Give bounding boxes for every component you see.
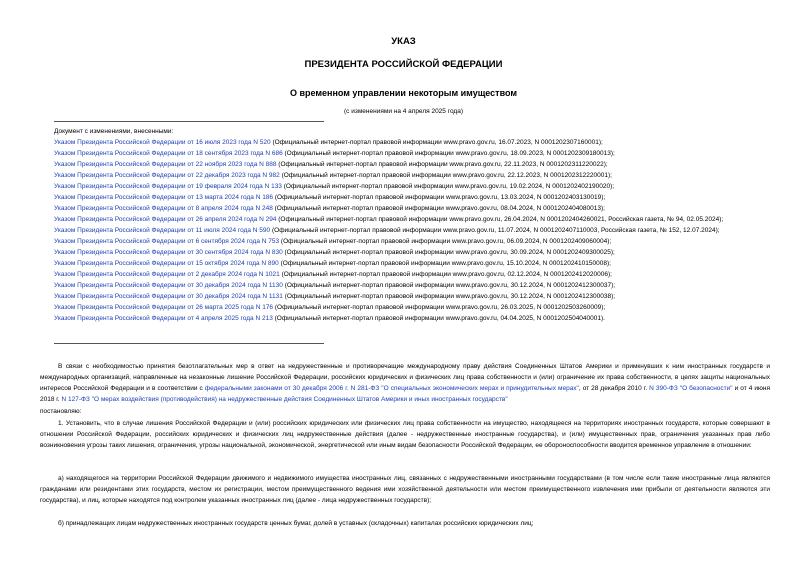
change-source: (Официальный интернет-портал правовой информации www.pravo.gov.ru, 30.12.2024, N 0001202412300037); [282, 282, 616, 289]
divider-top [54, 121, 324, 122]
change-source: (Официальный интернет-портал правовой информации www.pravo.gov.ru, 18.09.2023, N 0001202309180013); [282, 150, 615, 157]
change-item [54, 291, 754, 302]
change-item [54, 170, 754, 181]
change-link[interactable]: Указом Президента Российской Федерации от 22 декабря 2023 года N 982 [54, 172, 280, 179]
change-link[interactable]: Указом Президента Российской Федерации от 13 марта 2024 года N 186 [54, 194, 274, 201]
changes-items [54, 137, 754, 324]
change-link[interactable]: Указом Президента Российской Федерации от 15 октября 2024 года N 890 [54, 260, 279, 267]
paragraph-1a: а) находящегося на территории Российской Федерации движимого и недвижимого имущества иностранных лиц, связанных с недружественными иностранными государствами (в том числе если такие иностранные лица являются гражданами или резидентами этих государств, местом их регистрации, местом преимущественного ведения ими хозяйственной деятельности или местом преимущественного извлечения ими прибыли от деятельности являются эти государства), и лиц, которые находятся под контролем указанных иностранных лиц (далее - лица недружественных государств); [40, 475, 770, 504]
doc-issuer: ПРЕЗИДЕНТА РОССИЙСКОЙ ФЕДЕРАЦИИ [304, 59, 503, 70]
changes-list [54, 126, 754, 324]
change-link[interactable]: Указом Президента Российской Федерации от 26 апреля 2024 года N 294 [54, 216, 277, 223]
change-source: (Официальный интернет-портал правовой информации www.pravo.gov.ru, 08.04.2024, N 0001202404080013); [272, 205, 605, 212]
change-link[interactable]: Указом Президента Российской Федерации от 30 декабря 2024 года N 1130 [54, 282, 283, 289]
change-source: (Официальный интернет-портал правовой информации www.pravo.gov.ru, 30.09.2024, N 0001202409300025); [282, 249, 615, 256]
law-link-390[interactable]: N 390-ФЗ "О безопасности" [649, 385, 733, 392]
change-item [54, 137, 754, 148]
change-source: (Официальный интернет-портал правовой информации www.pravo.gov.ru, 13.03.2024, N 0001202403130019); [273, 194, 606, 201]
change-item [54, 236, 754, 247]
change-link[interactable]: Указом Президента Российской Федерации от 26 марта 2025 года N 176 [54, 304, 274, 311]
changes-intro: Документ с изменениями, внесенными: [54, 128, 174, 135]
change-item [54, 280, 754, 291]
change-source: (Официальный интернет-портал правовой информации www.pravo.gov.ru, 22.12.2023, N 0001202312220001); [279, 172, 612, 179]
change-source: (Официальный интернет-портал правовой информации www.pravo.gov.ru, 30.12.2024, N 0001202412300038); [282, 293, 616, 300]
change-item [54, 247, 754, 258]
law-link-127[interactable]: N 127-ФЗ "О мерах воздействия (противодействия) на недружественные действия Соединенных Штатов Америки и иных иностранных государств" [61, 396, 508, 403]
doc-subject: О временном управлении некоторым имуществом [289, 88, 518, 98]
paragraph-1b: б) принадлежащих лицам недружественных иностранных государств ценных бумаг, долей в уставных (складочных) капиталах российских юридических лиц; [58, 520, 534, 527]
change-link[interactable]: Указом Президента Российской Федерации от 8 апреля 2024 года N 248 [54, 205, 273, 212]
change-source: (Официальный интернет-портал правовой информации www.pravo.gov.ru, 26.03.2025, N 0001202503260009); [273, 304, 606, 311]
divider-bottom [54, 343, 324, 344]
change-link[interactable]: Указом Президента Российской Федерации от 19 февраля 2024 года N 133 [54, 183, 282, 190]
change-link[interactable]: Указом Президента Российской Федерации от 30 сентября 2024 года N 830 [54, 249, 283, 256]
change-source: (Официальный интернет-портал правовой информации www.pravo.gov.ru, 19.02.2024, N 0001202402190020); [281, 183, 615, 190]
change-link[interactable]: Указом Президента Российской Федерации от 11 июля 2024 года N 590 [54, 227, 271, 234]
change-link[interactable]: Указом Президента Российской Федерации от 18 сентября 2023 года N 686 [54, 150, 283, 157]
change-source: (Официальный интернет-портал правовой информации www.pravo.gov.ru, 04.04.2025, N 0001202504040001). [272, 315, 605, 322]
change-link[interactable]: Указом Президента Российской Федерации от 2 декабря 2024 года N 1021 [54, 271, 280, 278]
change-item [54, 203, 754, 214]
change-source: (Официальный интернет-портал правовой информации www.pravo.gov.ru, 22.11.2023, N 0001202311220022); [276, 161, 608, 168]
change-item [54, 148, 754, 159]
doc-title: УКАЗ [391, 36, 416, 47]
law-link-281[interactable]: федеральными законами от 30 декабря 2006 г. N 281-ФЗ "О специальных экономических мерах и принудительных мерах" [204, 385, 579, 392]
change-item [54, 181, 754, 192]
change-item [54, 269, 754, 280]
change-source: (Официальный интернет-портал правовой информации www.pravo.gov.ru, 15.10.2024, N 0001202410150008); [278, 260, 611, 267]
paragraph-1: 1. Установить, что в случае лишения Российской Федерации и (или) российских юридических или физических лиц права собственности на имущество, находящееся на территориях иностранных государств, которые совершают в отношении Российской Федерации, российских юридических и физических лиц недружественные действия (далее - недружественные иностранные государства), и (или) имущественных прав, ограничения указанных прав либо возникновения угрозы таких лишения, ограничения, угрозы национальной, экономической, энергетической или иным видам безопасности Российской Федерации, ее обороноспособности вводится временное управление в отношении: [40, 420, 770, 449]
change-item [54, 214, 754, 225]
change-source: (Официальный интернет-портал правовой информации www.pravo.gov.ru, 06.09.2024, N 0001202409060004); [279, 238, 612, 245]
change-link[interactable]: Указом Президента Российской Федерации от 22 ноября 2023 года N 888 [54, 161, 277, 168]
change-item [54, 159, 754, 170]
change-item [54, 258, 754, 269]
change-source: (Официальный интернет-портал правовой информации www.pravo.gov.ru, 26.04.2024, N 0001202404260021, Российская газета, № 94, 02.05.2024); [276, 216, 724, 223]
change-item [54, 302, 754, 313]
paragraph-decree: постановляю: [40, 408, 82, 415]
change-source: (Официальный интернет-портал правовой информации www.pravo.gov.ru, 16.07.2023, N 0001202307160001); [270, 139, 603, 146]
change-item [54, 225, 754, 236]
change-item [54, 313, 754, 324]
change-source: (Официальный интернет-портал правовой информации www.pravo.gov.ru, 11.07.2024, N 0001202407110003, Российская газета, № 152, 12.07.2024); [270, 227, 720, 234]
paragraph-preamble: В связи с необходимостью принятия безотлагательных мер в ответ на недружественные и противоречащие международному праву действия Соединенных Штатов Америки и примкнувших к ним иностранных государств и международных организаций, направленные на незаконные лишение Российской Федерации, российских юридических и физических лиц права собственности и (или) ограничение их права собственности, в целях защиты национальных интересов Российской Федерации и в соответствии с федеральными законами от 30 декабря 2006 г. N 281-ФЗ "О специальных экономических мерах и принудительных мерах", от 28 декабря 2010 г. N 390-ФЗ "О безопасности" и от 4 июня 2018 г. N 127-ФЗ "О мерах воздействия (противодействия) на недружественные действия Соединенных Штатов Америки и иных иностранных государств" [40, 363, 770, 403]
change-link[interactable]: Указом Президента Российской Федерации от 30 декабря 2024 года N 1131 [54, 293, 283, 300]
revision-note: (с изменениями на 4 апреля 2025 года) [343, 108, 463, 115]
change-link[interactable]: Указом Президента Российской Федерации от 6 сентября 2024 года N 753 [54, 238, 280, 245]
change-item [54, 192, 754, 203]
change-link[interactable]: Указом Президента Российской Федерации от 4 апреля 2025 года N 213 [54, 315, 273, 322]
change-source: (Официальный интернет-портал правовой информации www.pravo.gov.ru, 02.12.2024, N 0001202412020006); [279, 271, 612, 278]
change-link[interactable]: Указом Президента Российской Федерации от 16 июля 2023 года N 520 [54, 139, 271, 146]
